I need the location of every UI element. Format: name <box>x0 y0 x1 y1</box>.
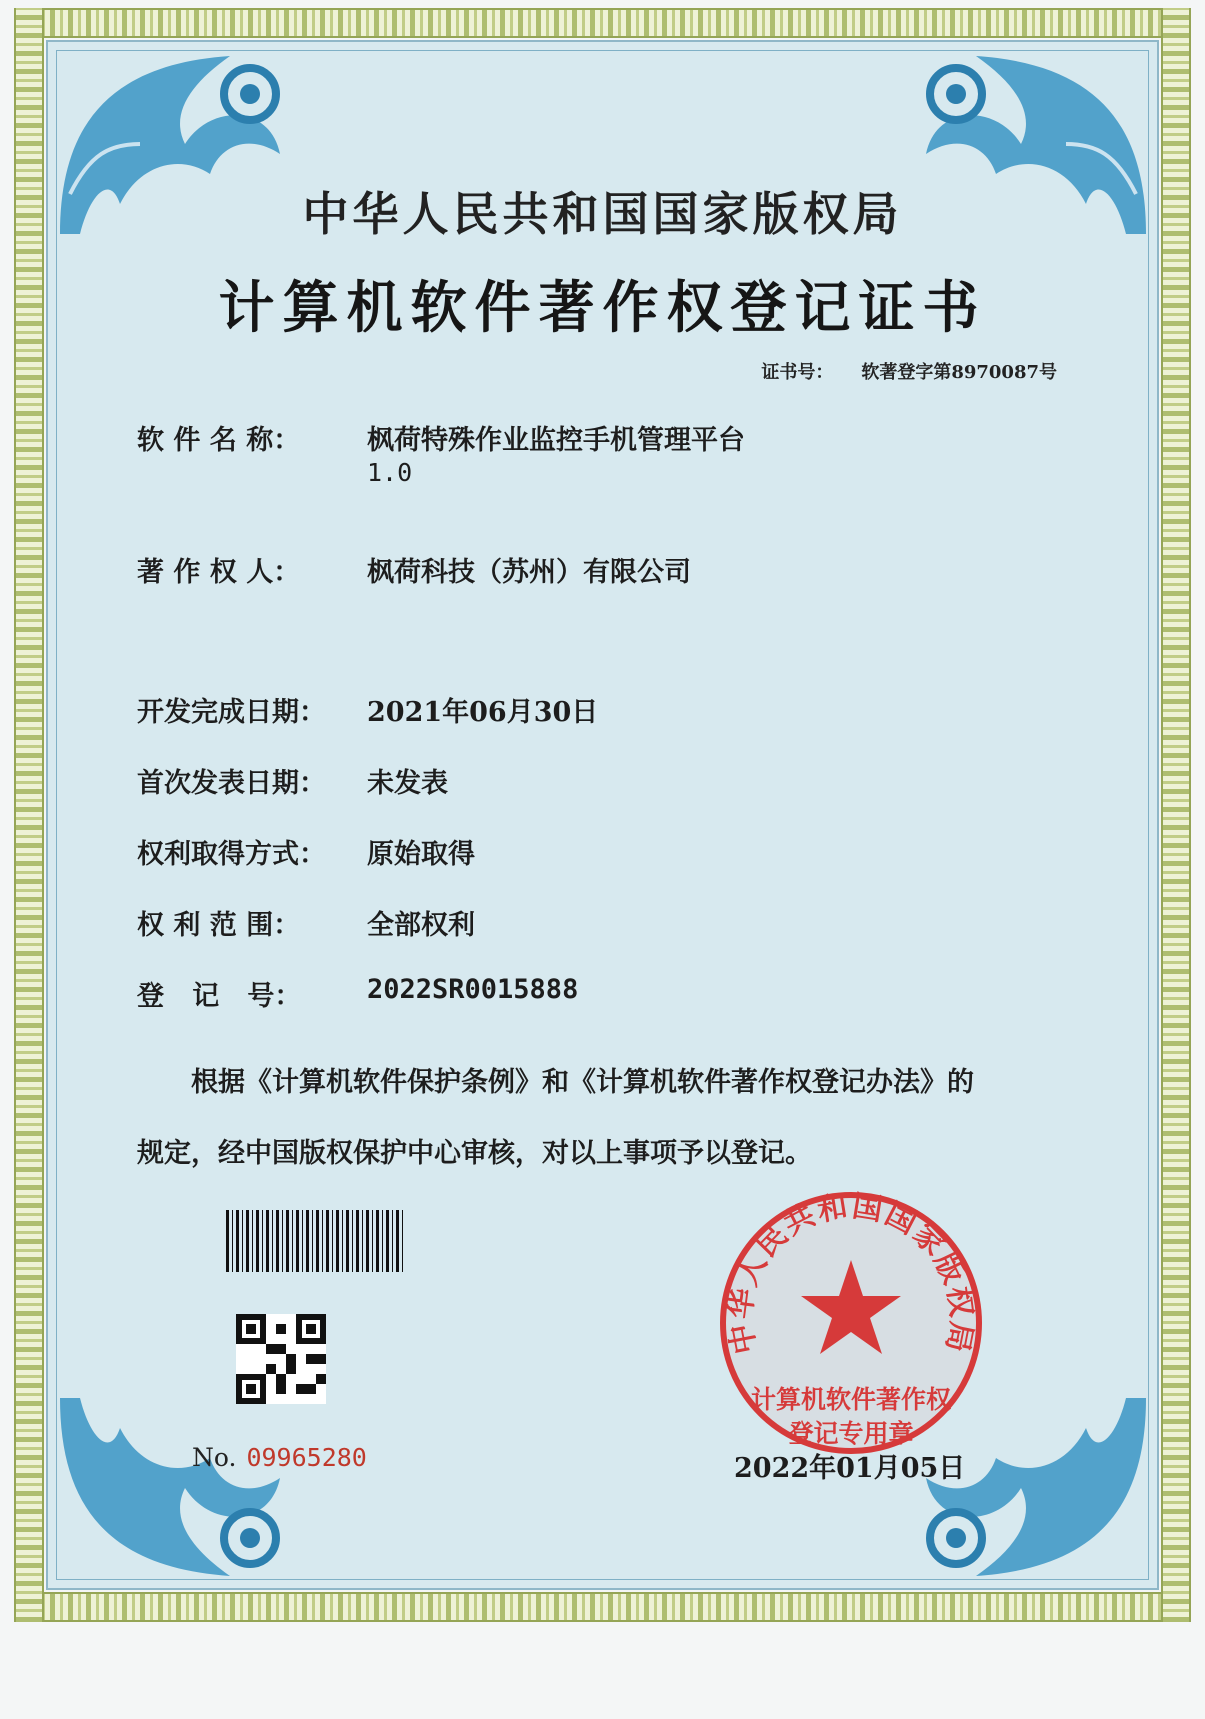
field-completion-date <box>137 690 598 729</box>
qr-code-icon <box>236 1314 326 1404</box>
serial-value: 09965280 <box>246 1443 367 1472</box>
frame-left-border <box>14 8 44 1622</box>
software-name-line2: 1.0 <box>367 458 413 487</box>
frame-bottom-border <box>14 1592 1191 1622</box>
issuing-authority: 中华人民共和国国家版权局 <box>302 187 903 241</box>
field-first-publication-date <box>137 761 448 800</box>
seal-inner-line2: 登记专用章 <box>788 1419 914 1448</box>
page-margin <box>0 1622 1205 1719</box>
certificate-title: 计算机软件著作权登记证书 <box>218 275 987 341</box>
field-label: 著 作 权 人： <box>137 557 301 588</box>
issue-date: 2022年01月05日 <box>734 1453 966 1484</box>
field-value: 未发表 <box>367 768 448 799</box>
serial-number <box>192 1443 367 1472</box>
field-label: 首次发表日期： <box>137 768 326 799</box>
statement-line1: 根据《计算机软件保护条例》和《计算机软件著作权登记办法》的 <box>191 1067 974 1098</box>
field-value: 原始取得 <box>367 839 475 870</box>
field-registration-number <box>137 974 578 1013</box>
field-rights-scope <box>137 903 475 942</box>
frame-top-border <box>14 8 1191 38</box>
field-label: 权利取得方式： <box>137 839 326 870</box>
field-label: 登 记 号： <box>137 981 302 1012</box>
frame-right-border <box>1161 8 1191 1622</box>
field-software-name <box>137 418 745 488</box>
field-value: 2022SR0015888 <box>367 974 579 1005</box>
seal-inner-line1: 计算机软件著作权 <box>750 1385 951 1414</box>
field-value: 全部权利 <box>367 910 475 941</box>
field-label: 软 件 名 称： <box>137 425 301 456</box>
software-name-line1: 枫荷特殊作业监控手机管理平台 <box>367 425 745 456</box>
field-value: 枫荷科技（苏州）有限公司 <box>367 557 691 588</box>
statement-line2: 规定，经中国版权保护中心审核，对以上事项予以登记。 <box>137 1138 812 1169</box>
certificate-number-label: 证书号： <box>761 362 834 383</box>
barcode-icon <box>226 1210 406 1272</box>
field-value <box>367 418 745 488</box>
field-label: 权 利 范 围： <box>137 910 301 941</box>
serial-prefix: No. <box>192 1443 237 1472</box>
field-acquisition-method <box>137 832 475 871</box>
field-copyright-owner <box>137 550 691 589</box>
field-value: 2021年06月30日 <box>367 697 599 728</box>
certificate-number <box>761 358 1057 384</box>
ornament-bottom-left-icon <box>50 1388 320 1588</box>
field-label: 开发完成日期： <box>137 697 326 728</box>
seal-ring-text: 中华人民共和国国家版权局 <box>722 1188 980 1357</box>
certificate-number-value: 软著登字第8970087号 <box>861 362 1057 383</box>
